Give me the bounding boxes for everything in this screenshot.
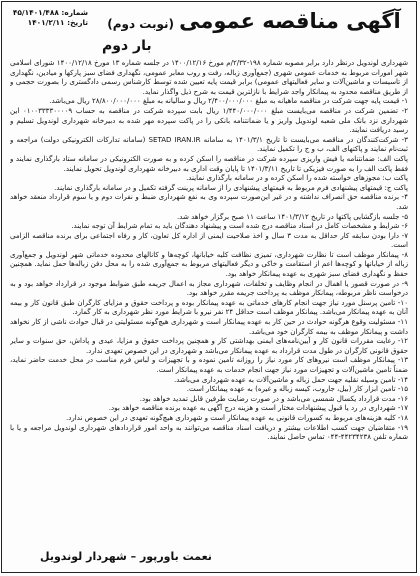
notice-paragraph: ۱۳- پیمانکار موظف است نیروهای کار مورد نیاز را روزانه تامین نموده و با تجهیزات و لباس فرم مناسب در محل خدمت حاضر نماید، ضمناً تامین ماشین‌آلات و تجهیزات مورد نیاز جهت انجام خدمات به عهده پیمانکار است.	[10, 355, 408, 374]
notice-paragraph: ۹- در صورت قصور یا اهمال در انجام وظایف و تخلفات، شهرداری مجاز به اعمال جریمه طبق ضوابط موجود در قرارداد خواهد بود و به درخواست ناظر مربوطه، پیمانکار موظف به پرداخت جریمه مقرر خواهد بود.	[10, 278, 408, 298]
notice-paragraph: ۱۵- تامین ابزار کار (بیل، جاروب، کیسه زباله و غیره) به عهده پیمانکار است.	[186, 384, 408, 394]
notice-paragraph: ۱۶- مدت قرارداد یکسال شمسی می‌باشد و در صورت رضایت طرفین قابل تمدید خواهد بود.	[139, 393, 408, 403]
notice-paragraph: پاکت ج: قیمتهای پیشنهادی فرم مربوط به قیمتهای پیشنهادی را از سامانه پرینت گرفته تکمیل و در سامانه بارگذاری نمایند.	[54, 182, 408, 192]
notice-paragraph: ۱۷- شهرداری در رد یا قبول پیشنهادات مختار است و هزینه درج آگهی به عهده برنده مناقصه خواهد بود.	[108, 403, 408, 413]
notice-paragraph: ۷- دارا بودن سابقه کار حداقل به مدت ۳ سال و اخذ صلاحیت ایمنی از اداره کل تعاون، کار و رفاه اجتماعی برای برنده مناقصه الزامی است.	[10, 230, 408, 250]
notice-paragraph: شهرداری لوندویل درنظر دارد برابر مصوبه شماره ۱۹۸-۲/۳۲/م مورخ ۱۴۰۰/۱۲/۱۶ در جلسه شماره ۱۳ مورخ ۱۴۰۰/۱۲/۱۸ شورای اسلامی شهر امورات مربوط به خدمات عمومی شهری (جمع‌آوری زباله، رفت و روب معابر عمومی، نگهداری فضای سبز پارکها و میادین، نگهداری از تاسیسات و ماشین‌آلات و سایر فعالیتهای عمومی) برابر قیمت پایه تعیین شده توسط کارشناس رسمی دادگستری را بصورت حجمی و از طریق مناقصه محدود به پیمانکار واجد شرایط با نازلترین قیمت به شرح ذیل واگذار نماید.	[10, 58, 408, 96]
notice-title: آگهی مناقصه عمومی	[179, 9, 401, 33]
second-time-label: بار دوم	[102, 38, 152, 54]
notice-paragraph: ۱۲- رعایت مقررات قانون کار و آیین‌نامه‌های ایمنی بهداشتی کار و همچنین پرداخت حقوق و مزایا، عیدی و پاداش، حق سنوات و سایر حقوق قانونی کارگران در طول مدت قرارداد به عهده پیمانکار می‌باشد و شهرداری در این خصوص تعهدی ندارد.	[10, 336, 408, 355]
notice-title-block	[96, 9, 406, 33]
notice-paragraph: ۱۸- کلیه هزینه‌های مربوط به کسورات قانونی به عهده پیمانکار است و شهرداری هیچ‌گونه تعهدی در این خصوص ندارد.	[66, 412, 408, 422]
notice-sheet	[1, 1, 417, 573]
notice-paragraph: ۵- جلسه بازگشایی پاکتها در تاریخ ۱۴۰۱/۳/۱۲ ساعت ۱۱ صبح برگزار خواهد شد.	[177, 211, 408, 221]
notice-paragraph: پاکت الف: ضمانتنامه یا فیش واریزی سپرده شرکت در مناقصه را اسکن کرده و به صورت الکترونیکی در سامانه ستاد بارگذاری نمایند و فقط پاکت الف را به صورت فیزیکی تا تاریخ ۱۴۰۱/۳/۱۱ تا پایان وقت اداری به دبیرخانه شهرداری لوندویل تحویل نمایند.	[10, 153, 408, 173]
notice-paragraph: ۳- شرکت‌کنندگان در مناقصه می‌بایست تا تاریخ ۱۴۰۱/۳/۱ به سامانه SETAD IRAN.IR (سامانه تدارکات الکترونیکی دولت) مراجعه و ثبت‌نام نمایند و پاکتهای الف، ب و ج را تکمیل نمایند.	[10, 134, 408, 154]
notice-meta	[8, 8, 88, 27]
notice-paragraph: ۲- تضمین شرکت در مناقصه می‌بایست مبلغ ۱/۴۴۰/۰۰۰/۰۰۰ ریال بابت سپرده شرکت در مناقصه به حساب ۰۱۰۰۳۳۳۳۰۰۰۰۹ این شهرداری نزد بانک ملی شعبه لوندویل واریز و یا ضمانتنامه بانکی را در پاکت سپرده مهر شده به دبیرخانه شهرداری لوندویل تسلیم و رسید دریافت نمایند.	[10, 105, 408, 135]
notice-paragraph: ۸- پیمانکار موظف است تا نظارت شهرداری، تمیزی نظافت کلیه خیابانها، کوچه‌ها و کانالهای محدوده خدماتی شهر لوندویل و جمع‌آوری زباله از خیابانها و کوچه‌ها اعم از استقامت و خاکی و دیگر فعالیتهای مربوط به جمع‌آوری شده را به محل دفن زباله‌ها حمل نماید. همچنین حفظ و نگهداری فضای سبز شهری به عهده پیمانکار خواهد بود.	[10, 249, 408, 279]
notice-paragraph: ۱۹- متقاضیان جهت کسب اطلاعات بیشتر و دریافت اسناد مناقصه می‌توانند به واحد امور قراردادهای شهرداری لوندویل مراجعه و یا با شماره تلفن ۴۴۲۳۴۲۳۸-۰۴۴ تماس حاصل نمایند.	[10, 422, 408, 442]
notice-round: (نوبت دوم)	[107, 17, 175, 31]
notice-paragraph: پاکت ب: مجوزهای خواسته شده را اسکن کرده و در سامانه بارگذاری نمایند.	[186, 173, 408, 183]
notice-paragraph: ۱۱- مسئولیت وقوع هرگونه حوادث در حین کار به عهده پیمانکار است و شهرداری هیچ‌گونه مسئولیتی در قبال حوادث ناشی از کار نخواهد داشت و پیمانکار موظف به بیمه کارگران خود می‌باشد.	[10, 317, 408, 336]
notice-body	[10, 58, 408, 528]
notice-footer	[10, 530, 408, 570]
notice-paragraph: ۱۰- تامین پرسنل مورد نیاز جهت انجام کارهای خدماتی به عهده پیمانکار بوده و پرداخت حقوق و مزایای کارگران طبق قانون کار و بیمه آنان به عهده پیمانکار می‌باشد. پیمانکار موظف است حداقل ۲۴ نفر نیرو با شرایط مورد نظر شهرداری به کار گمارد.	[10, 297, 408, 317]
notice-paragraph: ۴- برنده مناقصه حق انصراف نداشته و در غیر این‌صورت سپرده وی به نفع شهرداری ضبط و نفرات دوم و یا سوم قرارداد منعقد خواهد شد.	[10, 192, 408, 211]
mayor-signature: نعمت باورپور – شهردار لوندویل	[40, 550, 212, 563]
notice-number: شماره: ۴۵/۱۴۰۱/۴۸۸	[12, 8, 88, 17]
notice-paragraph: ۱۴- تامین وسیله نقلیه جهت حمل زباله و ماشین‌آلات به عهده شهرداری می‌باشد.	[174, 374, 408, 384]
notice-date: تاریخ: ۱۴۰۱/۲/۱۱	[27, 17, 88, 27]
notice-paragraph: ۱- قیمت پایه جهت شرکت در مناقصه ماهیانه به مبلغ ۲/۴۰۰/۰۰۰/۰۰۰ ریال و سالیانه به مبلغ ۲۸/۸۰۰/۰۰۰/۰۰۰ ریال می‌باشد.	[49, 96, 408, 106]
notice-paragraph: ۶- شرایط و مشخصات کامل در اسناد مناقصه درج شده است و پیشنهاد دهندگان باید به تمام شرایط آن توجه نمایند.	[71, 221, 408, 231]
